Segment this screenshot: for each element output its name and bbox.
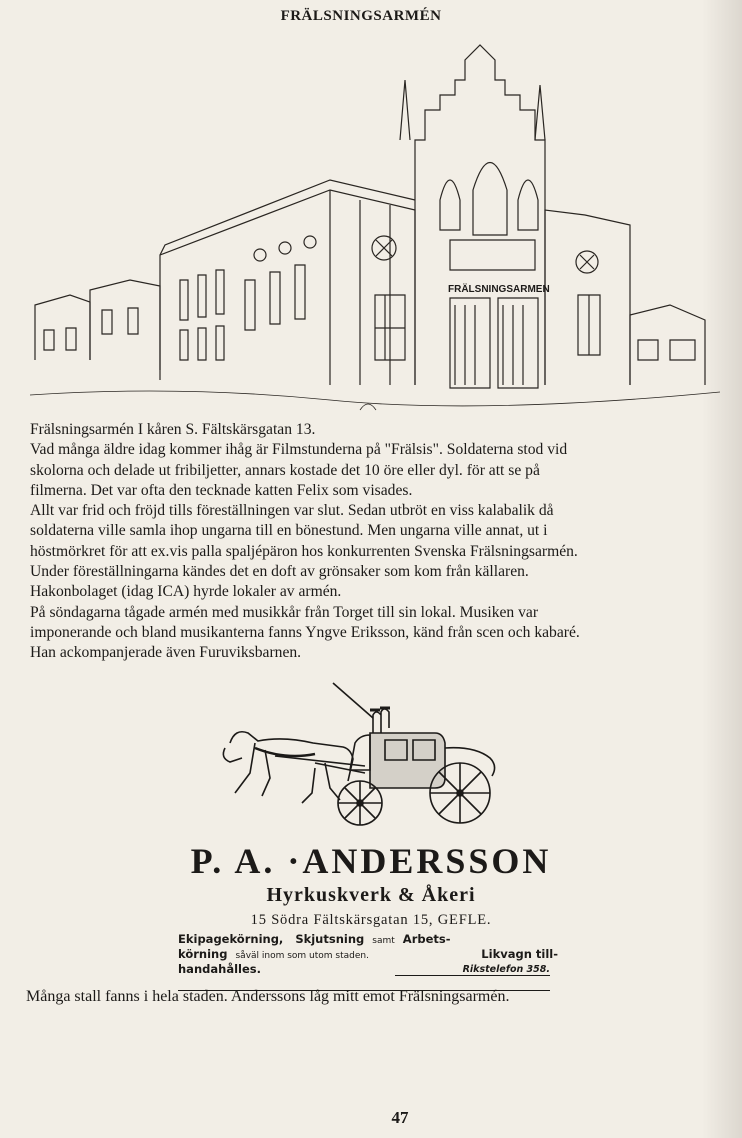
ad-subtitle: Hyrkuskverk & Åkeri — [266, 884, 476, 906]
body-line: Allt var frid och fröjd tills föreställningen var slut. Sedan utbröt en viss kalabalik då — [30, 502, 554, 520]
ad-service-text: handahålles. — [178, 962, 261, 976]
ad-phone: Rikstelefon 358. — [462, 964, 550, 975]
ad-service-line — [178, 932, 558, 947]
caption: Många stall fanns i hela staden. Anderssons låg mitt emot Frälsningsarmén. — [26, 988, 510, 1005]
body-line: Vad många äldre idag kommer ihåg är Filmstunderna på "Frälsis". Soldaterna stod vid — [30, 441, 568, 459]
ad-service-text: Likvagn till- — [481, 947, 558, 961]
body-line: höstmörkret för att ex.vis palla spaljépäron hos konkurrenten Svenska Frälsningsarmén. — [30, 542, 578, 560]
page-header: FRÄLSNINGSARMÉN — [280, 8, 442, 24]
ad-service-text: Ekipagekörning, — [178, 932, 284, 946]
page-edge-shadow — [702, 0, 742, 1138]
ad-service-text: Arbets- — [402, 932, 451, 946]
ad-service-text: samt — [372, 936, 395, 946]
ad-company-name: P. A. ·ANDERSSON — [190, 841, 552, 881]
ad-service-text: körning — [178, 947, 228, 961]
ad-service-text: Skjutsning — [295, 932, 365, 946]
body-line: skolorna och delade ut fribiljetter, annars kostade det 10 öre eller dyl. för att se på — [30, 461, 540, 479]
body-text — [30, 420, 730, 664]
ad-service-line — [178, 947, 558, 962]
body-line: filmerna. Det var ofta den tecknade katten Felix som visades. — [30, 481, 413, 499]
body-line: soldaterna ville samla ihop ungarna till en bönestund. Men ungarna ville annat, ut i — [30, 522, 548, 540]
building-illustration — [30, 40, 720, 420]
body-line: imponerande och bland musikanterna fanns Yngve Eriksson, känd från scen och kabaré. — [30, 623, 580, 641]
ad-phone-underline — [395, 975, 550, 976]
ad-services — [178, 932, 558, 977]
body-line: På söndagarna tågade armén med musikkår från Torget till sin lokal. Musiken var — [30, 603, 539, 621]
building-sign-text: FRÄLSNINGSARMEN — [448, 284, 550, 295]
body-line: Han ackompanjerade även Furuviksbarnen. — [30, 644, 302, 662]
ad-service-text: såväl inom som utom staden. — [235, 951, 369, 961]
horse-carriage-illustration — [215, 678, 505, 838]
body-line: Hakonbolaget (idag ICA) hyrde lokaler av armén. — [30, 583, 342, 601]
body-line: Frälsningsarmén I kåren S. Fältskärsgatan 13. — [30, 421, 316, 438]
body-line: Under föreställningarna kändes det en doft av grönsaker som kom från källaren. — [30, 563, 529, 581]
ad-service-line — [178, 962, 558, 977]
page-number: 47 — [391, 1108, 409, 1127]
ad-address: 15 Södra Fältskärsgatan 15, GEFLE. — [250, 912, 492, 928]
